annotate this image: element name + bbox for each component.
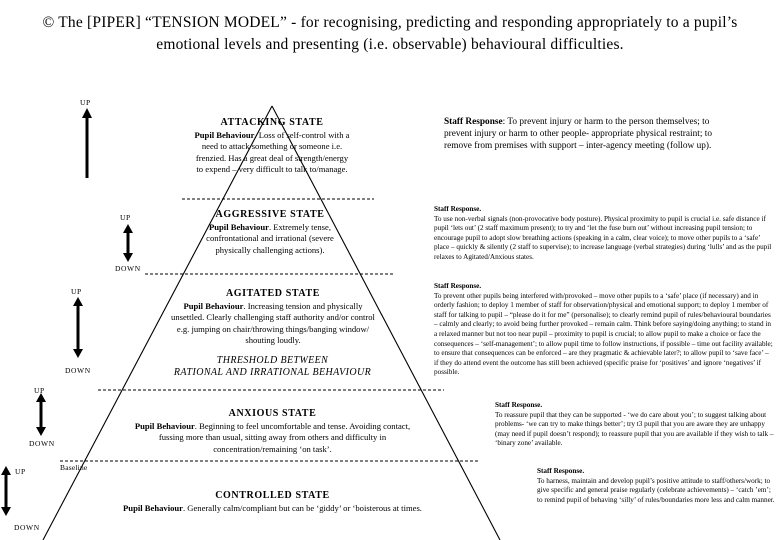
pupil-behaviour-label: Pupil Behaviour (134, 420, 195, 431)
arrow-down-label: DOWN (65, 366, 91, 375)
state-description: . Extremely tense, confrontational and irrational (severe physically challenging actions). (206, 221, 334, 255)
arrow-down-head (123, 253, 133, 262)
arrow-up-head (73, 297, 83, 306)
staff-response-text: To harness, maintain and develop pupil’s positive attitude to staff/others/work; to give specific and general praise regularly (celebrate achievements) – ‘catch ’em’; to remind pupil of behaving ‘silly’ of rules/boundaries more less and calm manner. (537, 476, 775, 504)
arrow-down-label: DOWN (115, 264, 141, 273)
staff-response-attacking (444, 116, 714, 153)
arrow-down-label: DOWN (14, 523, 40, 532)
staff-response-text: To prevent other pupils being interfered with/provoked – move other pupils to a ‘safe’ place (if necessary) and in orderly fashion; to deploy 1 member of staff for observation/physical and emotional support; to deploy 1 member of staff for talking to pupil – “please do it for me” (personalise); to clearly remind pupil of rules/behavioural boundaries – calmly and clearly; to avoid being further provoked – remain calm. Think before saying/doing anything; to stand in a relaxed manner but not too near pupil – proximity to pupil is crucial; to allow pupil to make a choice or face the consequences – ‘self-management’; to allow pupil time to follow instructions, if possible – time out facility available; to ensure that consequences can be enforced – are they pragmatic & achievable later?; to allow pupil to ‘save face’ – if they do attend event the outcome has still been achieved (specific praise for ‘positives’ and ignore ‘negatives’ if possible. (434, 291, 773, 377)
staff-response-anxious (495, 401, 775, 449)
state-anxious (125, 408, 420, 455)
state-aggressive (200, 209, 340, 256)
state-controlled (105, 490, 440, 514)
pupil-behaviour-label: Pupil Behaviour (209, 221, 269, 232)
arrow-up-label: UP (15, 467, 26, 476)
arrow-up-head (123, 224, 133, 233)
threshold-label (160, 355, 385, 379)
pupil-behaviour-label: Pupil Behaviour (123, 502, 183, 513)
state-agitated (168, 288, 378, 347)
arrow-down-label: DOWN (29, 439, 55, 448)
pupil-behaviour-label: Pupil Behaviour (183, 300, 244, 311)
threshold-line-1: THRESHOLD BETWEEN (216, 355, 329, 366)
arrow-up-label: UP (34, 386, 45, 395)
arrow-up-label: UP (71, 287, 82, 296)
arrow-up-label: UP (120, 213, 131, 222)
staff-response-text: : To prevent injury or harm to the person themselves; to prevent injury or harm to other people- appropriate physical restraint; to remove from premises with support – inter-agency meeting (follow up). (444, 117, 712, 152)
state-description: . Increasing tension and physically unsettled. Clearly challenging staff authority and/or control e.g. jumping on chair/throwing things/banging window/ shouting loudly. (171, 300, 375, 345)
staff-response-heading: Staff Response (444, 117, 503, 127)
arrow-up-label: UP (80, 98, 91, 107)
staff-response-aggressive (434, 205, 774, 263)
arrow-down-head (1, 507, 11, 516)
state-name: AGITATED STATE (225, 288, 321, 299)
staff-response-heading: Staff Response. (434, 282, 482, 290)
threshold-line-2: RATIONAL AND IRRATIONAL BEHAVIOUR (173, 367, 372, 378)
state-attacking (192, 117, 352, 176)
arrow-down-head (73, 349, 83, 358)
arrow-down-head (36, 427, 46, 436)
title-line-2: emotional levels and presenting (i.e. observable) behavioural difficulties. (156, 36, 624, 53)
state-description: . Generally calm/compliant but can be ‘giddy’ or ‘boisterous at times. (182, 502, 422, 513)
staff-response-agitated (434, 282, 774, 378)
state-description: . Beginning to feel uncomfortable and tense. Avoiding contact, fussing more than usual, sitting away from others and difficulty in concentration/remaining ‘on task’. (158, 420, 411, 454)
state-name: ANXIOUS STATE (228, 408, 317, 419)
title-line-1: © The [PIPER] “TENSION MODEL” - for recognising, predicting and responding appropriately to a pupil’s (42, 14, 738, 31)
staff-response-controlled (537, 467, 775, 505)
staff-response-heading: Staff Response. (537, 467, 585, 475)
arrow-up-head (1, 466, 11, 475)
state-name: ATTACKING STATE (220, 117, 324, 128)
baseline-label: Baseline (60, 463, 88, 472)
state-name: AGGRESSIVE STATE (215, 209, 325, 220)
staff-response-heading: Staff Response. (495, 401, 543, 409)
staff-response-heading: Staff Response. (434, 205, 482, 213)
staff-response-text: To use non-verbal signals (non-provocative body posture). Physical proximity to pupil is crucial i.e. safe distance if pupil ‘lets out’ (2 staff maximum present); to try and ‘let the fuse burn out’ without increasing pupil tension; to encourage pupil to adopt slow breathing actions (speaking in a calm, clear voice); to move other pupils to a ‘safe’ place – quickly & silently (2 staff to supervise); to increase language (verbal strategies) during ‘lulls’ and as the pupil relaxes to Agitated/Anxious states. (434, 214, 772, 261)
state-name: CONTROLLED STATE (215, 490, 330, 501)
staff-response-text: To reassure pupil that they can be supported - ‘we do care about you’; to suggest talking about problems- ‘we can try to make things better’; try t3 pupil that you are aware they are unhappy (may need if pupil doesn’t respond); to reassure pupil that you are available if they wish to talk – ‘binary zone’ available. (495, 410, 774, 448)
pupil-behaviour-label: Pupil Behaviour (194, 129, 255, 140)
arrow-up-head (82, 108, 92, 118)
state-description: . Loss of self-control with a need to attack something or someone i.e. frenzied. Has a great deal of strength/energy to expend – very difficult to talk to/manage. (195, 129, 350, 174)
